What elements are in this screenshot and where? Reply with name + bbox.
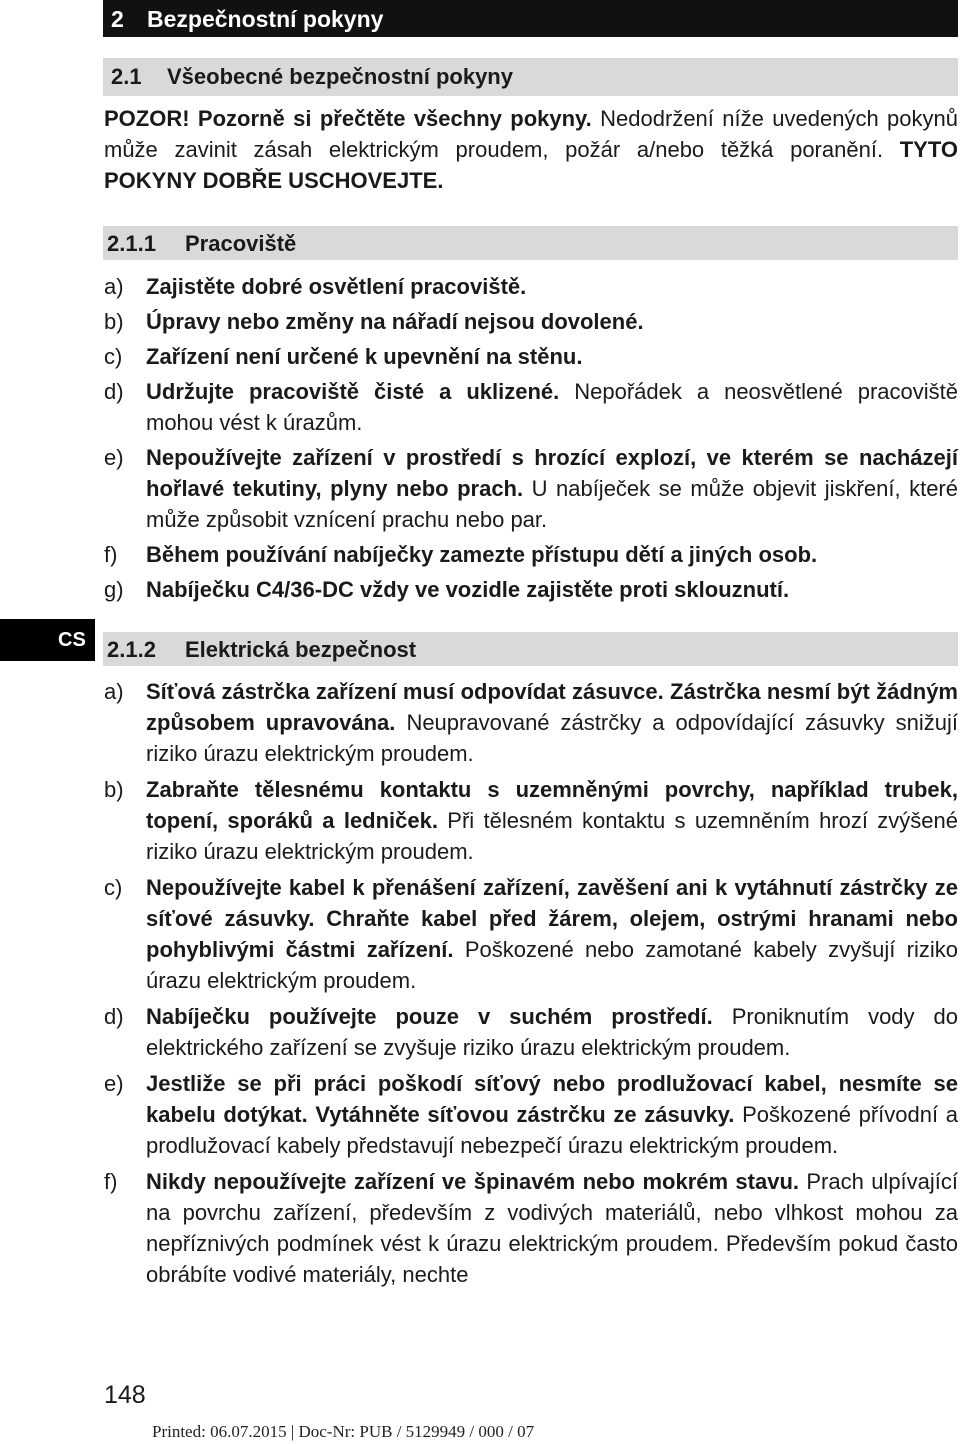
intro-paragraph (104, 103, 958, 196)
section-number: 2 (111, 6, 124, 32)
list-item: b) Zabraňte tělesnému kontaktu s uzemněnými povrchy, například trubek, topení, sporáků a ledniček. Při tělesném kontaktu s uzemněním hrozí zvýšené riziko úrazu elektrickým proudem. (104, 777, 958, 864)
workplace-list (104, 271, 958, 605)
page-number: 148 (104, 1381, 146, 1409)
electrical-list (104, 676, 958, 1290)
list-item: b) Úpravy nebo změny na nářadí nejsou dovolené. (104, 309, 644, 334)
intro-warning: POZOR! Pozorně si přečtěte všechny pokyny. (104, 106, 592, 131)
workplace-title: Pracoviště (185, 231, 297, 256)
list-item: a) Síťová zástrčka zařízení musí odpovídat zásuvce. Zástrčka nesmí být žádným způsobem upravována. Neupravované zástrčky a odpovídající zásuvky snižují riziko úrazu elektrickým proudem. (104, 679, 958, 766)
subsection-heading (103, 58, 958, 96)
list-item: e) Nepoužívejte zařízení v prostředí s hrozící explozí, ve kterém se nacházejí hořlavé tekutiny, plyny nebo prach. U nabíječek se může objevit jiskření, které může způsobit vznícení prachu nebo par. (104, 445, 958, 532)
subsection-title: Všeobecné bezpečnostní pokyny (167, 64, 513, 89)
list-item: f) Nikdy nepoužívejte zařízení ve špinavém nebo mokrém stavu. Prach ulpívající na povrchu zařízení, především z vodivých materiálů, nebo vlhkost mohou za nepříznivých podmínek vést k úrazu elektrickým proudem. Především pokud často obrábíte vodivé materiály, nechte (104, 1169, 959, 1287)
list-item: c) Zařízení není určené k upevnění na stěnu. (104, 344, 583, 369)
print-footer: Printed: 06.07.2015 | Doc-Nr: PUB / 5129949 / 000 / 07 (152, 1422, 535, 1441)
list-item: d) Nabíječku používejte pouze v suchém prostředí. Proniknutím vody do elektrického zařízení se zvyšuje riziko úrazu elektrickým proudem. (104, 1004, 958, 1060)
list-item: c) Nepoužívejte kabel k přenášení zařízení, zavěšení ani k vytáhnutí zástrčky ze síťové zásuvky. Chraňte kabel před žárem, olejem, ostrými hranami nebo pohyblivými částmi zařízení. Poškozené nebo zamotané kabely zvyšují riziko úrazu elektrickým proudem. (104, 875, 958, 993)
section-heading (103, 0, 958, 37)
section-title: Bezpečnostní pokyny (147, 6, 384, 32)
workplace-heading (103, 226, 958, 260)
intro-keep-instructions: TYTO POKYNY DOBŘE USCHOVEJTE. (104, 137, 958, 193)
electrical-title: Elektrická bezpečnost (185, 637, 417, 662)
electrical-heading (103, 632, 958, 666)
workplace-number: 2.1.1 (107, 231, 156, 256)
subsection-number: 2.1 (111, 64, 142, 89)
language-tab: CS (0, 619, 95, 661)
list-item: a) Zajistěte dobré osvětlení pracoviště. (104, 274, 527, 299)
intro-text: Nedodržení níže uvedených pokynů může zavinit zásah elektrickým proudem, požár a/nebo těžká poranění. (104, 106, 959, 162)
list-item: g) Nabíječku C4/36-DC vždy ve vozidle zajistěte proti sklouznutí. (104, 577, 790, 602)
list-item: f) Během používání nabíječky zamezte přístupu dětí a jiných osob. (104, 542, 818, 567)
list-item: e) Jestliže se při práci poškodí síťový nebo prodlužovací kabel, nesmíte se kabelu dotýkat. Vytáhněte síťovou zástrčku ze zásuvky. Poškozené přívodní a prodlužovací kabely představují nebezpečí úrazu elektrickým proudem. (104, 1071, 958, 1158)
electrical-number: 2.1.2 (107, 637, 156, 662)
list-item: d) Udržujte pracoviště čisté a uklizené. Nepořádek a neosvětlené pracoviště mohou vést k úrazům. (104, 379, 958, 435)
